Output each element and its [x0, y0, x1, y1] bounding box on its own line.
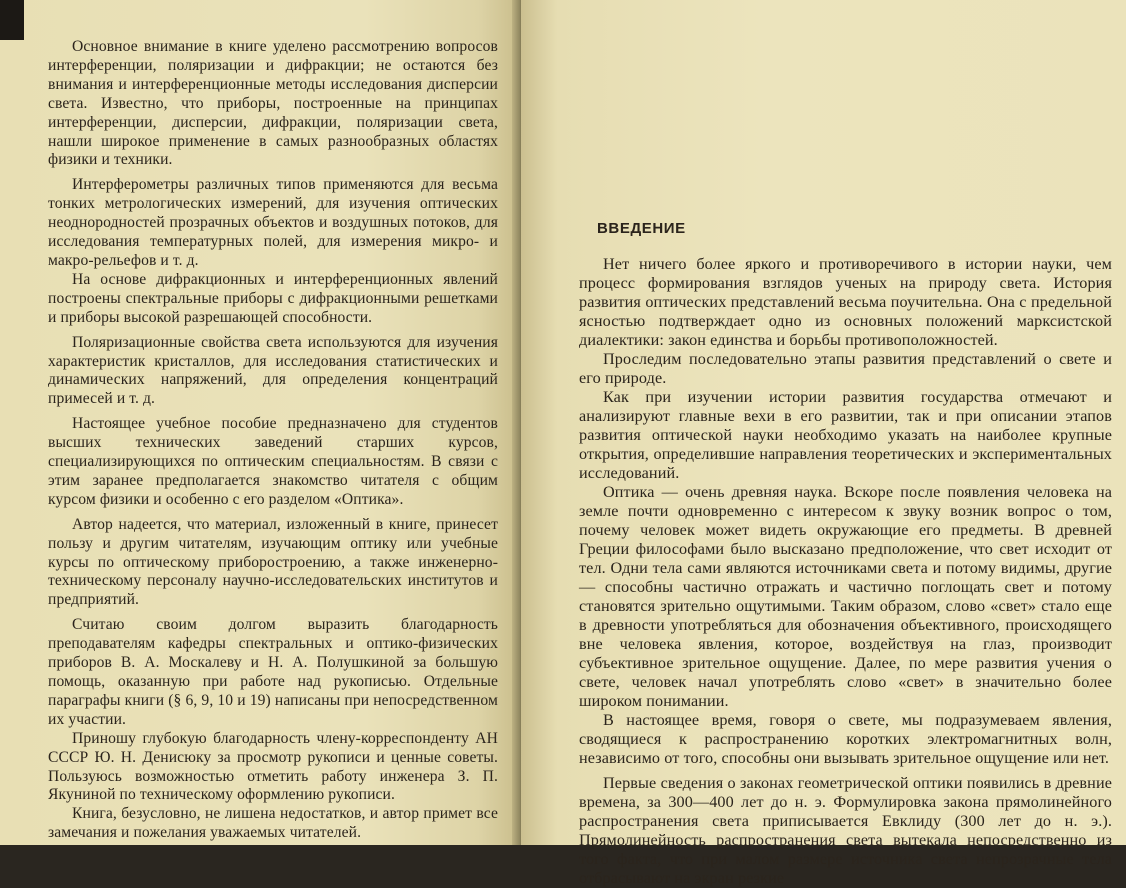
- right-paragraph: В настоящее время, говоря о свете, мы подразумеваем явления, сводящиеся к распространению коротких электромагнитных волн, независимо от того, способны они вызывать зрительное ощущение или нет.: [579, 711, 1112, 767]
- right-paragraph: Оптика — очень древняя наука. Вскоре после появления человека на земле почти одновременно с интересом к звуку возник вопрос о том, почему человек может видеть окружающие его предметы. В древней Греции философами было высказано предположение, что свет исходит от тел. Одни тела сами являются источниками света и потому видимы, другие — способны частично отражать и частично поглощать свет и потому становятся зрительно ощутимыми. Таким образом, слово «свет» стало еще в древности употребляться для обозначения объективного, происходящего вне человека явления, которое, воздействуя на глаз, производит субъективное зрительное ощущение. Далее, по мере развития учения о свете, человек начал употреблять слово «свет» в значительно более широком понимании.: [579, 483, 1112, 710]
- right-paragraph: Первые сведения о законах геометрической оптики появились в древние времена, за 300—400 лет до н. э. Формулировка закона прямолинейного распространения света приписывается Евклиду (300 лет до н. э.). Прямолинейность распространения света вытекала непосредственно из того факта, что при малом размере источника света непрозрачные тела отбрасывают на экран резкие: [579, 774, 1112, 887]
- chapter-heading: ВВЕДЕНИЕ: [597, 220, 686, 237]
- right-page: [521, 0, 1126, 887]
- left-paragraph: Интерферометры различных типов применяются для весьма тонких метрологических измерений, для изучения оптических неоднородностей прозрачных объектов и воздушных потоков, для исследования температурных полей, для измерения микро- и макро-рельефов и т. д.: [48, 176, 498, 269]
- left-paragraph: На основе дифракционных и интерференционных явлений построены спектральные приборы с дифракционными решетками и приборы высокой разрешающей способности.: [48, 270, 498, 326]
- book-cover-edge: [0, 0, 24, 40]
- left-paragraph: Книга, безусловно, не лишена недостатков, и автор примет все замечания и пожелания уважаемых читателей.: [48, 805, 498, 842]
- left-paragraph: Поляризационные свойства света используются для изучения характеристик кристаллов, для исследования статистических и динамических напряжений, для определения концентраций примесей и т. д.: [48, 333, 498, 408]
- left-page: [0, 0, 520, 845]
- left-paragraph: Настоящее учебное пособие предназначено для студентов высших технических заведений старших курсов, специализирующихся по оптическим специальностям. В связи с этим заранее предполагается знакомство читателя с общим курсом физики и особенно с его разделом «Оптика».: [48, 415, 498, 508]
- left-paragraph: Основное внимание в книге уделено рассмотрению вопросов интерференции, поляризации и дифракции; не остаются без внимания и интерференционные методы исследования дисперсии света. Известно, что приборы, построенные на принципах интерференции, дисперсии, дифракции, поляризации света, нашли широкое применение в самых разнообразных областях физики и техники.: [48, 38, 498, 169]
- left-paragraph: Приношу глубокую благодарность члену-корреспонденту АН СССР Ю. Н. Денисюку за просмотр рукописи и ценные советы. Пользуюсь возможностью отметить работу инженера З. П. Якуниной по техническому оформлению рукописи.: [48, 729, 498, 804]
- left-paragraph: Считаю своим долгом выразить благодарность преподавателям кафедры спектральных и оптико-физических приборов В. А. Москалеву и Н. А. Полушкиной за большую помощь, оказанную при работе над рукописью. Отдельные параграфы книги (§ 6, 9, 10 и 19) написаны при непосредственном их участии.: [48, 616, 498, 728]
- right-paragraph: Как при изучении истории развития государства отмечают и анализируют главные вехи в его развитии, так и при описании этапов развития оптической науки необходимо указать на наиболее крупные открытия, определившие направления теоретических и экспериментальных исследований.: [579, 388, 1112, 482]
- right-paragraph: Проследим последовательно этапы развития представлений о свете и его природе.: [579, 350, 1112, 387]
- left-paragraph: Автор надеется, что материал, изложенный в книге, принесет пользу и другим читателям, изучающим оптику или учебные курсы по оптическому приборостроению, а также инженерно-техническому персоналу научно-исследовательских институтов и предприятий.: [48, 515, 498, 609]
- right-paragraph: Нет ничего более яркого и противоречивого в истории науки, чем процесс формирования взглядов ученых на природу света. История развития оптических представлений весьма поучительна. Она с предельной ясностью подтверждает одно из основных положений марксистской диалектики: закон единства и борьбы противоположностей.: [579, 255, 1112, 349]
